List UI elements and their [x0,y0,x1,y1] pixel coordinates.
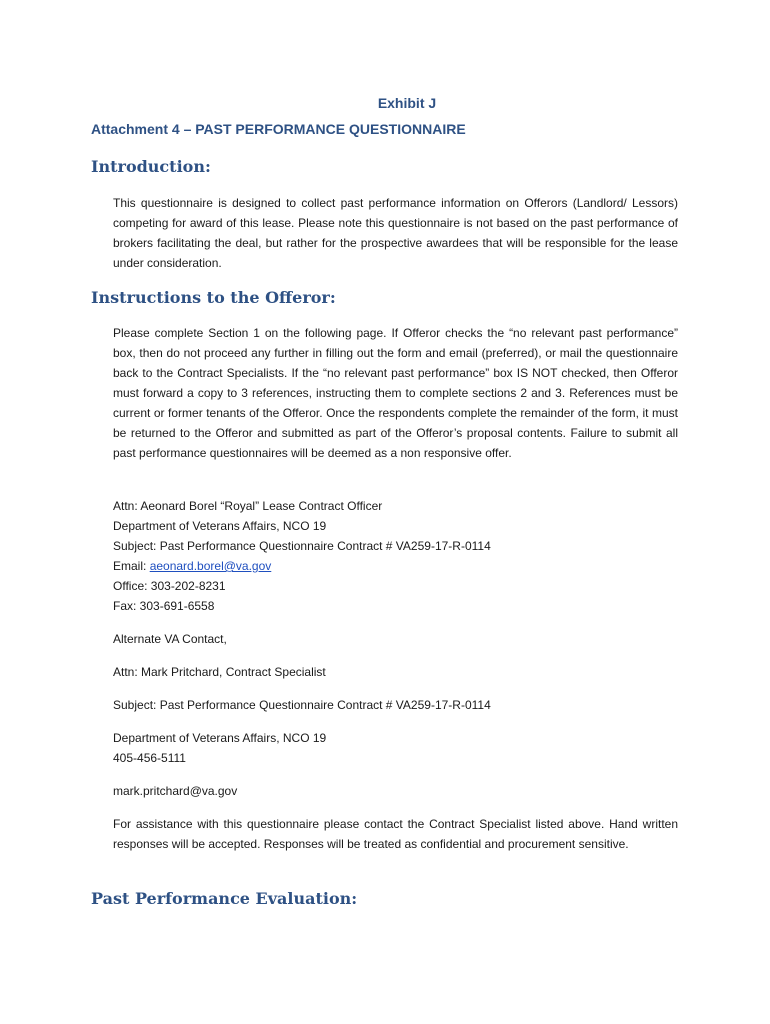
contact-fax: Fax: 303-691-6558 [113,599,215,613]
alternate-contact-subject: Subject: Past Performance Questionnaire Contract # VA259-17-R-0114 [113,698,491,712]
contact-department: Department of Veterans Affairs, NCO 19 [113,519,327,533]
exhibit-label: Exhibit J [377,95,437,111]
instructions-paragraph: Please complete Section 1 on the following page. If Offeror checks the “no relevant past performance” box, then do not proceed any further in filling out the form and email (preferred), or mail the questionnaire back to the Contract Specialists. If the “no relevant past performance” box IS NOT checked, then Offeror must forward a copy to 3 references, instructing them to complete sections 2 and 3. References must be current or former tenants of the Offeror. Once the respondents complete the remainder of the form, it must be returned to the Offeror and submitted as part of the Offeror’s proposal contents. Failure to submit all past performance questionnaires will be deemed as a non responsive offer. [113,326,678,460]
contact-email-label: Email: [113,559,150,573]
introduction-heading: Introduction: [91,157,211,176]
contact-attn: Attn: Aeonard Borel “Royal” Lease Contract Officer [113,499,383,513]
alternate-contact-department: Department of Veterans Affairs, NCO 19 [113,731,327,745]
introduction-paragraph: This questionnaire is designed to collect past performance information on Offerors (Landlord/ Lessors) competing for award of this lease. Please note this questionnaire is not based on the past performance of brokers facilitating the deal, but rather for the prospective awardees that will be responsible for the lease under consideration. [113,196,678,270]
alternate-contact-title: Alternate VA Contact, [113,632,227,646]
alternate-contact-phone: 405-456-5111 [113,751,186,765]
contact-subject: Subject: Past Performance Questionnaire Contract # VA259-17-R-0114 [113,539,491,553]
contact-email-link[interactable]: aeonard.borel@va.gov [149,559,272,573]
alternate-contact-attn: Attn: Mark Pritchard, Contract Specialist [113,665,326,679]
contact-office-phone: Office: 303-202-8231 [113,579,226,593]
evaluation-heading: Past Performance Evaluation: [91,889,358,908]
instructions-heading: Instructions to the Offeror: [91,288,336,307]
alternate-contact-email: mark.pritchard@va.gov [113,784,238,798]
assistance-paragraph: For assistance with this questionnaire please contact the Contract Specialist listed above. Hand written responses will be accepted. Responses will be treated as confidential and procurement sensitive. [113,817,678,851]
contact-email-line [113,556,271,576]
attachment-title: Attachment 4 – PAST PERFORMANCE QUESTIONNAIRE [91,121,466,137]
